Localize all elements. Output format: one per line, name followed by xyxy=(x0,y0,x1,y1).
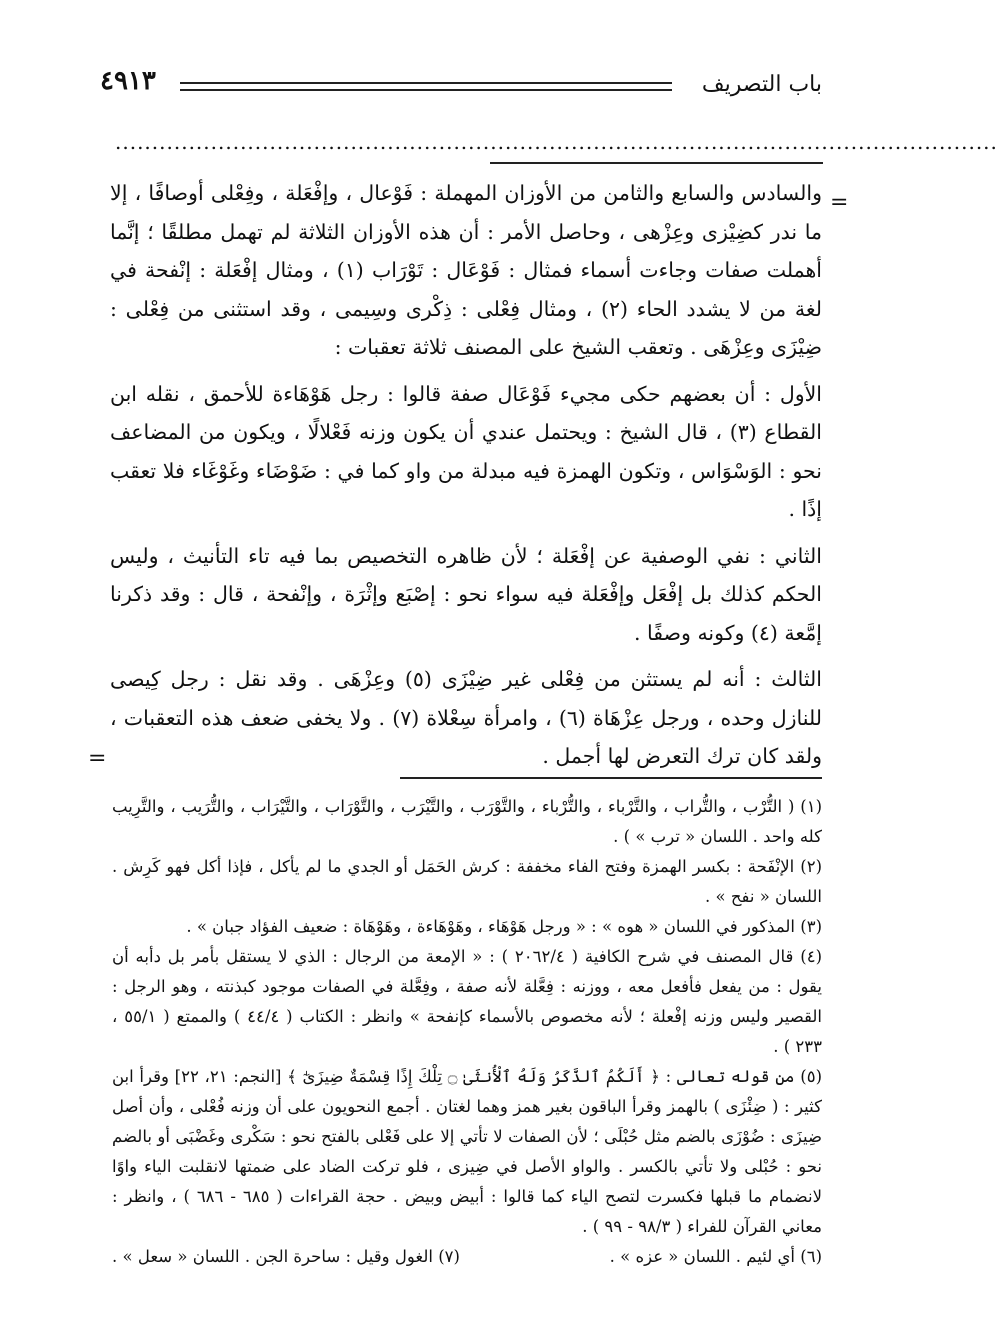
top-rule xyxy=(490,162,823,164)
paragraph-first-objection: الأول : أن بعضهم حكى مجيء فَوْعَال صفة قالوا : رجل هَوْهَاءة للأحمق ، نقله ابن القطاع (٣) ، قال الشيخ : ويحتمل عندي أن يكون وزنه فَعْلالًا ، ويكون من المضاعف نحو : الوَسْوَاس ، وتكون الهمزة فيه مبدلة من واو كما في : ضَوْضَاء وغَوْغَاء فلا تعقب إذًا . xyxy=(110,381,822,521)
footnote-2: (٢) الإنْفَحة : بكسر الهمزة وفتح الفاء مخففة : كرش الحَمَل أو الجدي ما لم يأكل ، فإذا أكل فهو كَرِش . اللسان « نفح » . xyxy=(112,857,822,906)
footnote-1: (١) ( التُّرْب ، والتُّراب ، والتَّرْباء ، والتُّرْباء ، والتَّوْرَب ، والتَّيْرَب ، والتَّوْرَاب ، والتَّيْرَاب ، والتُّرَيب ، والتَّرِيب كله واحد . اللسان « ترب » ) . xyxy=(112,797,822,846)
footnote-6: (٦) أي لئيم . اللسان « عزه » . xyxy=(609,1247,822,1266)
paragraph-intro: والسادس والسابع والثامن من الأوزان المهملة : فَوْعال ، وإفْعَلة ، وفِعْلى أوصافًا ، إلا ما ندر كضِيْزى وعِزْهى ، وحاصل الأمر : أن هذه الأوزان الثلاثة لم تهمل مطلقًا ؛ إنَّما أهملت صفات وجاءت أسماء فمثال : فَوْعَال : تَوْرَاب (١) ، ومثال إفْعَلة : إنْفحة في لغة من لا يشدد الحاء (٢) ، ومثال فِعْلى : ذِكْرى وسِيمى ، وقد استثنى من فِعْلى : ضِيْزَى وعِزْهَى . وتعقب الشيخ على المصنف ثلاثة تعقبات : xyxy=(110,181,822,359)
footnote-5: (٥) من قوله تعالى : ﴿ أَلَكُمُ ٱلذَّكَرُ وَلَهُ ٱلْأُنثَىٰ ۝ تِلْكَ إِذًا قِسْمَةٌ ضِيزَىٰٓ ﴾ [النجم: ٢١، ٢٢] وقرأ ابن كثير : ( ضِئْزَى ) بالهمز وقرأ الباقون بغير همز وهما لغتان . أجمع النحويون على أن وزنه فُعْلى ، وأن أصل ضِيزَى : ضُوْزَى بالضم مثل حُبْلَى ؛ لأن الصفات لا تأتي إلا على فَعْلى بالفتح نحو : سَكْرى وغَضْبَى أو بالضم نحو : حُبْلى ولا تأتي بالكسر . والواو الأصل في ضِيزى ، فلو تركت الضاد على ضمتها لانقلبت الياء واوًا لانضمام ما قبلها فكسرت لتصح الياء كما قالوا : أبيض وبيض . حجة القراءات ( ٦٨٥ - ٦٨٦ ) ، وانظر : معاني القرآن للفراء ( ٩٨/٣ - ٩٩ ) . xyxy=(112,1067,822,1236)
main-text xyxy=(110,174,822,784)
footnote-rule xyxy=(400,777,822,779)
footnote-3: (٣) المذكور في اللسان « هوه » : « ورجل هَوْهَاء ، وهَوْهَاءة ، وهَوْهَاة : ضعيف الفؤاد جبان » . xyxy=(186,917,822,936)
header-double-rule xyxy=(180,82,672,91)
page-header xyxy=(100,66,822,106)
dotted-separator: ........................................................................................................................ xyxy=(115,130,998,154)
paragraph-second-objection: الثاني : نفي الوصفية عن إفْعَلة ؛ لأن ظاهره التخصيص بما فيه تاء التأنيث ، وليس الحكم كذلك بل إفْعَل وإفْعَلة فيه سواء نحو : إصْبَع وإثْرَة ، وإنْفحة ، قال : وقد ذكرنا إمَّعة (٤) وكونه وصفًا . xyxy=(110,543,822,645)
page-number: ٤٩١٣ xyxy=(100,66,156,96)
margin-equals-mark-bottom: = xyxy=(88,746,107,771)
footnote-7: (٧) الغول وقيل : ساحرة الجن . اللسان « سعل » . xyxy=(112,1247,460,1266)
footnote-row-6-7 xyxy=(112,1242,822,1272)
footnote-4: (٤) قال المصنف في شرح الكافية ( ٢٠٦٢/٤ ) : « الإمعة من الرجال : الذي لا يستقل بأمر بل دأبه أن يقول : من يفعل فأفعل معه ، ووزنه : فِعَّلة لأنه صفة ، وفِعَّلة في الصفات موجود كبذنته ، وهو الرجل : القصير وليس وزنه إفْعلة ؛ لأنه مخصوص بالأسماء كإنفحة » وانظر : الكتاب ( ٤٤/٤ ) والممتع ( ٥٥/١ ، ٢٣٣ ) . xyxy=(112,947,822,1056)
chapter-title: باب التصريف xyxy=(701,72,822,97)
paragraph-third-objection: الثالث : أنه لم يستثن من فِعْلى غير ضِيْزَى (٥) وعِزْهَى . وقد نقل : رجل كِيصى للنازل وحده ، ورجل عِزْهَاة (٦) ، وامرأة سِعْلاة (٧) . ولا يخفى ضعف هذه التعقبات ، ولقد كان ترك التعرض لها أجمل . xyxy=(110,667,823,768)
footnotes xyxy=(112,792,822,1272)
margin-equals-mark-top: = xyxy=(830,190,849,215)
